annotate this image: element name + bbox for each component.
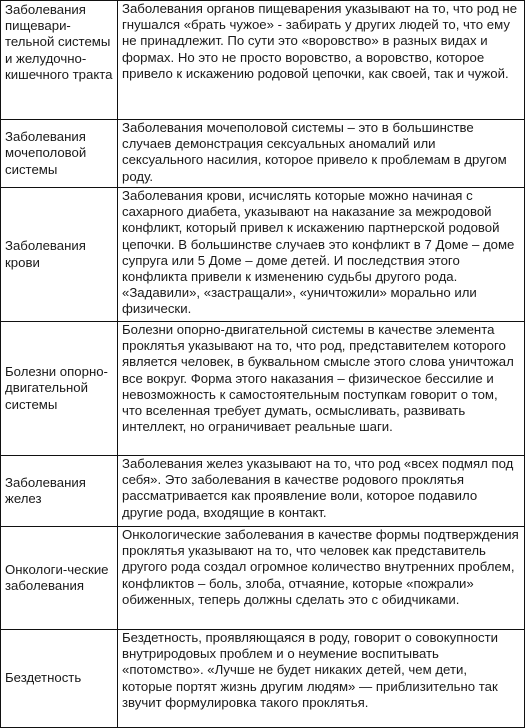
description-cell: Заболевания желез указывают на то, что род «всех подмял под себя». Это заболевания в качестве родового проклятья рассматривается как проявление воли, которое подавило другие рода, входящие в контакт. [118,456,525,527]
table-row [1,456,525,527]
description-cell: Онкологические заболевания в качестве формы подтверждения проклятья указывают на то, что человек как представитель другого рода создал огромное количество внутренних проблем, конфликтов – боль, злоба, отчаяние, которые «пожрали» обиженных, теперь должны сделать это с обидчиками. [118,527,525,630]
term-cell: Онкологи-ческие заболевания [1,527,118,630]
term-cell: Болезни опорно-двигательной системы [1,322,118,456]
table-row [1,322,525,456]
term-cell: Заболевания мочеполовой системы [1,120,118,188]
term-cell: Бездетность [1,630,118,728]
description-cell: Бездетность, проявляющаяся в роду, говорит о совокупности внутриродовых проблем и о неумение воспитывать «потомство». «Лучше не будет никаких детей, чем дети, которые портят жизнь другим людям» — приблизительно так звучит формулировка такого проклятья. [118,630,525,728]
term-cell: Заболевания пищевари-тельной системы и желудочно-кишечного тракта [1,1,118,120]
table-row [1,527,525,630]
table-row [1,630,525,728]
term-cell: Заболевания желез [1,456,118,527]
description-cell: Заболевания крови, исчислять которые можно начиная с сахарного диабета, указывают на наказание за межродовой конфликт, который привел к искажению партнерской родовой цепочки. В большинстве случаев это конфликт в 7 Доме – доме супруга или 5 Доме – доме детей. И последствия этого конфликта привели к изменению судьбы другого рода. «Задавили», «застращали», «уничтожили» морально или физически. [118,188,525,322]
description-cell: Заболевания органов пищеварения указывают на то, что род не гнушался «брать чужое» - забирать у других людей то, что ему не принадлежит. По сути это «воровство» в разных видах и формах. Но это не просто воровство, а воровство, которое привело к искажению родовой цепочки, как своей, так и чужой. [118,1,525,120]
term-cell: Заболевания крови [1,188,118,322]
table-row [1,120,525,188]
table-row [1,1,525,120]
description-cell: Болезни опорно-двигательной системы в качестве элемента проклятья указывают на то, что род, представителем которого является человек, в буквальном смысле этого слова уничтожал все вокруг. Форма этого наказания – физическое бессилие и невозможность к самостоятельным поступкам говорит о том, что вселенная требует думать, осмысливать, развивать интеллект, но ограничивает реальные шаги. [118,322,525,456]
description-cell: Заболевания мочеполовой системы – это в большинстве случаев демонстрация сексуальных аномалий или сексуального насилия, которое привело к проблемам в другом роду. [118,120,525,188]
table-row [1,188,525,322]
